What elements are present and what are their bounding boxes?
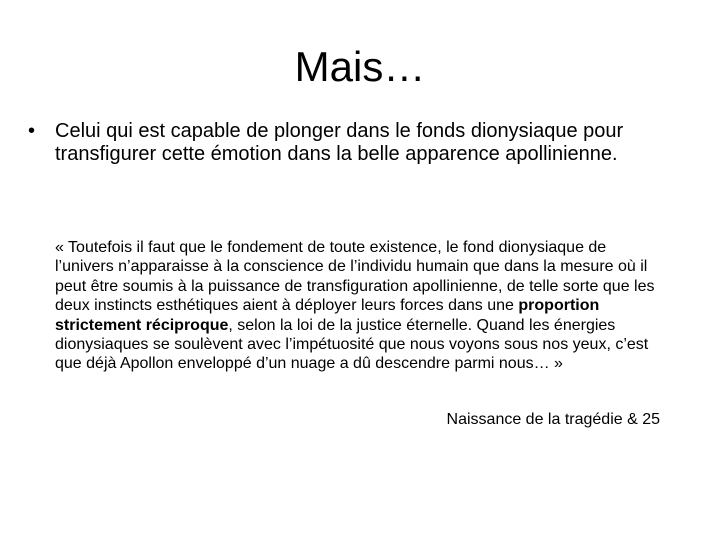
quote-text-part1: « Toutefois il faut que le fondement de toute existence, le fond dionysiaque de l’univers n’apparaisse à la conscience de l’individu humain que dans la mesure où il peut être soumis à la puissance de transfiguration apollinienne, de telle sorte que les deux instincts esthétiques aient à déployer leurs forces dans une [55,239,655,315]
quote-source: Naissance de la tragédie & 25 [446,411,660,428]
slide-title: Mais… [294,43,426,90]
quote-emphasis: proportion strictement réciproque [55,297,600,334]
bullet-text: Celui qui est capable de plonger dans le fonds dionysiaque pour transfigurer cette émotion dans la belle apparence apollinienne. [55,120,624,165]
bullet-item [28,120,678,166]
bullet-list [28,120,678,166]
quote-block [55,238,667,374]
bullet-marker: • [28,120,36,142]
quote-text-part2: , selon la loi de la justice éternelle. Quand les énergies dionysiaques se soulèvent avec l’impétuosité que nous voyons sous nos yeux, c’est que déjà Apollon enveloppé d’un nuage a dû descendre parmi nous… » [55,316,649,373]
